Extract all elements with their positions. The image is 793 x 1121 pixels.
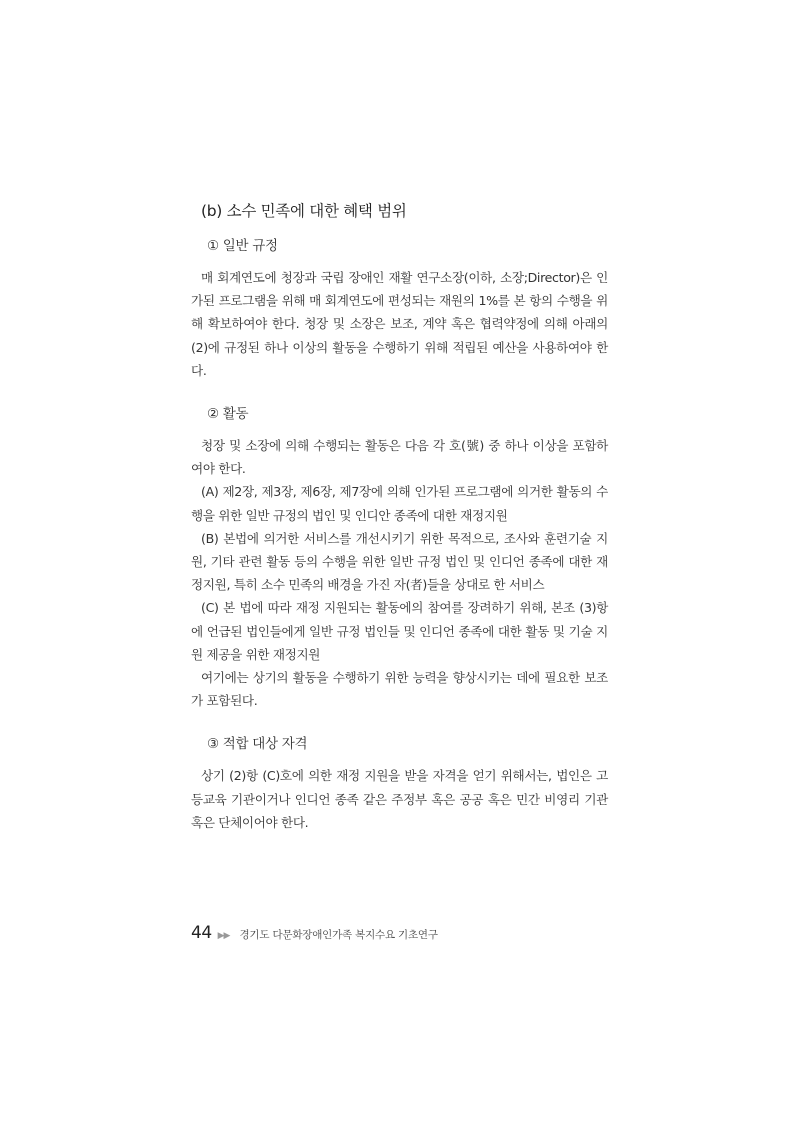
page-footer <box>191 923 438 943</box>
body-content <box>191 199 608 834</box>
paragraph-item-c: (C) 본 법에 따라 재정 지원되는 활동에의 참여를 장려하기 위해, 본조 (3)항에 언급된 법인들에게 일반 규정 법인들 및 인디언 종족에 대한 활동 및 기술 지원 제공을 위한 재정지원 <box>191 600 608 662</box>
paragraph-activities-intro: 청장 및 소장에 의해 수행되는 활동은 다음 각 호(號) 중 하나 이상을 포함하여야 한다. <box>191 438 608 477</box>
arrow-icon: ▶▶ <box>217 931 230 941</box>
running-title: 경기도 다문화장애인가족 복지수요 기초연구 <box>239 929 438 941</box>
paragraph-activities-closing: 여기에는 상기의 활동을 수행하기 위한 능력을 향상시키는 데에 필요한 보조가 포함된다. <box>191 670 608 709</box>
subheading-activities: ② 활동 <box>207 406 249 423</box>
subheading-eligibility: ③ 적합 대상 자격 <box>207 736 308 753</box>
section-title: (b) 소수 민족에 대한 혜택 범위 <box>201 202 407 220</box>
paragraph-general-provisions: 매 회계연도에 청장과 국립 장애인 재활 연구소장(이하, 소장;Director)은 인가된 프로그램을 위해 매 회계연도에 편성되는 재원의 1%를 본 항의 수행을 위해 확보하여야 한다. 청장 및 소장은 보조, 계약 혹은 협력약정에 의해 아래의 (2)에 규정된 하나 이상의 활동을 수행하기 위해 적립된 예산을 사용하여야 한다. <box>191 270 608 378</box>
subheading-general-provisions: ① 일반 규정 <box>207 238 278 254</box>
page-number: 44 <box>191 923 212 943</box>
paragraph-item-b: (B) 본법에 의거한 서비스를 개선시키기 위한 목적으로, 조사와 훈련기술 지원, 기타 관련 활동 등의 수행을 위한 일반 규정 법인 및 인디언 종족에 대한 재정지원, 특히 소수 민족의 배경을 가진 자(者)들을 상대로 한 서비스 <box>191 530 608 593</box>
paragraph-eligibility: 상기 (2)항 (C)호에 의한 재정 지원을 받을 자격을 얻기 위해서는, 법인은 고등교육 기관이거나 인디언 종족 같은 주정부 혹은 공공 혹은 민간 비영리 기관 혹은 단체이어야 한다. <box>191 768 608 830</box>
paragraph-item-a: (A) 제2장, 제3장, 제6장, 제7장에 의해 인가된 프로그램에 의거한 활동의 수행을 위한 일반 규정의 법인 및 인디안 종족에 대한 재정지원 <box>191 484 608 523</box>
